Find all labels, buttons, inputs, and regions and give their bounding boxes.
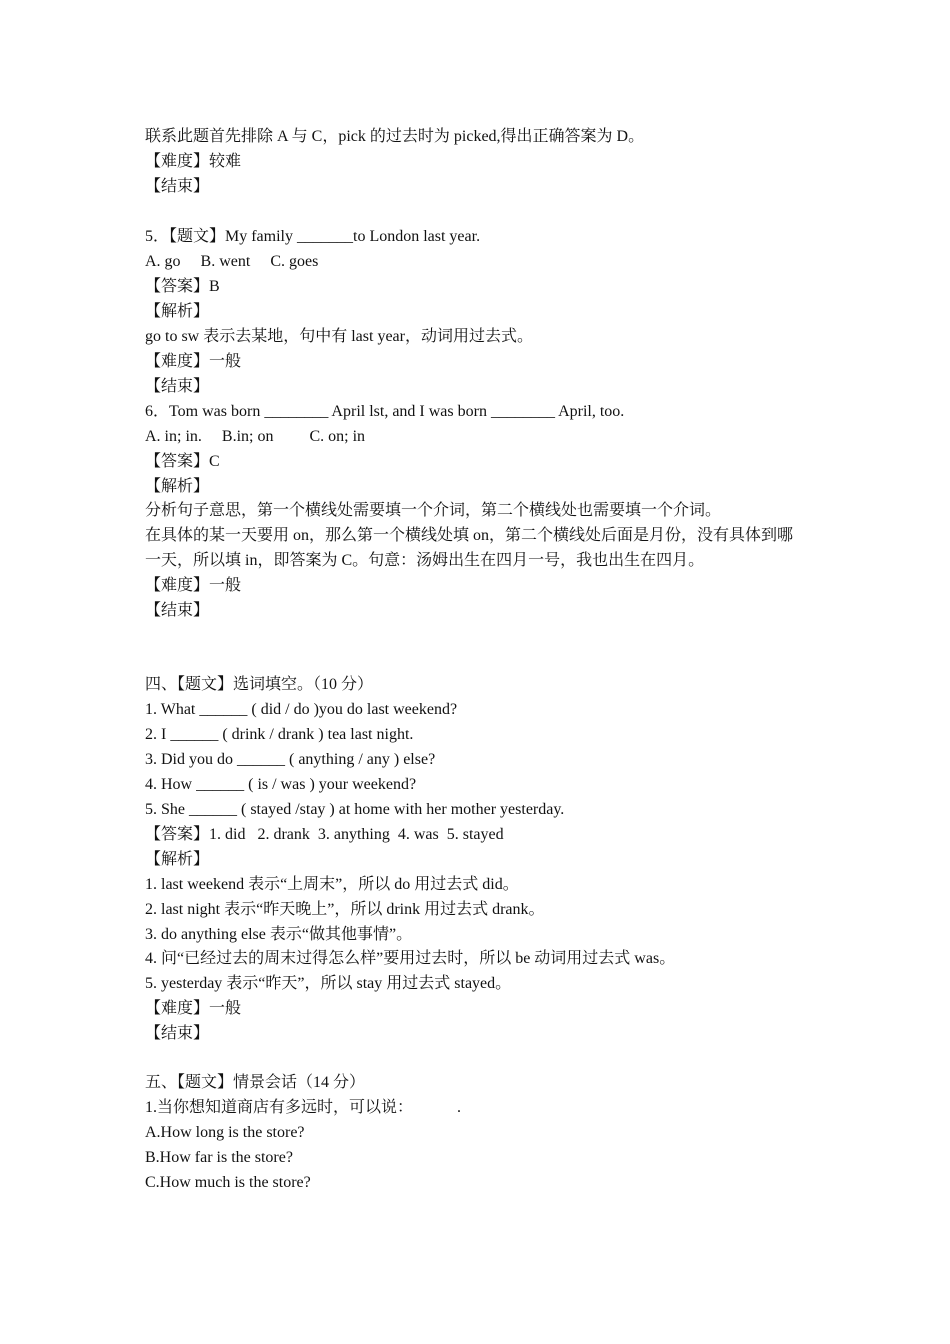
option-c: C.How much is the store? (145, 1174, 311, 1191)
section-5-heading: 五、【题文】情景会话（14 分） (145, 1074, 366, 1091)
analysis-text: 联系此题首先排除 A 与 C，pick 的过去时为 picked,得出正确答案为 D。 (145, 128, 645, 145)
analysis-text: go to sw 表示去某地，句中有 last year，动词用过去式。 (145, 328, 533, 345)
end-marker: 【结束】 (145, 178, 210, 195)
analysis-text: 分析句子意思，第一个横线处需要填一个介词，第二个横线处也需要填一个介词。 (145, 502, 722, 519)
analysis-text: 在具体的某一天要用 on，那么第一个横线处填 on，第二个横线处后面是月份，没有具体到哪 (145, 527, 794, 544)
answer-label: 【答案】C (145, 453, 220, 470)
section-4-heading: 四、【题文】选词填空。（10 分） (145, 676, 374, 693)
end-marker: 【结束】 (145, 602, 210, 619)
analysis-label: 【解析】 (145, 478, 210, 495)
dialogue-question: 1.当你想知道商店有多远时，可以说： . (145, 1099, 462, 1116)
analysis-item: 5. yesterday 表示“昨天”，所以 stay 用过去式 stayed。 (145, 975, 512, 992)
fill-in-item: 2. I ______ ( drink / drank ) tea last night. (145, 726, 414, 743)
option-b: B.How far is the store? (145, 1149, 293, 1166)
question-5-options: A. go B. went C. goes (145, 253, 319, 270)
fill-in-item: 1. What ______ ( did / do )you do last weekend? (145, 701, 458, 718)
difficulty-label: 【难度】一般 (145, 1000, 242, 1017)
question-5-text: 5．【题文】My family _______to London last year. (145, 228, 481, 245)
option-a: A.How long is the store? (145, 1124, 305, 1141)
analysis-item: 1. last weekend 表示“上周末”，所以 do 用过去式 did。 (145, 876, 519, 893)
end-marker: 【结束】 (145, 378, 210, 395)
question-6-options: A. in; in. B.in; on C. on; in (145, 428, 366, 445)
analysis-label: 【解析】 (145, 851, 210, 868)
difficulty-label: 【难度】较难 (145, 153, 242, 170)
difficulty-label: 【难度】一般 (145, 577, 242, 594)
fill-in-item: 5. She ______ ( stayed /stay ) at home with her mother yesterday. (145, 801, 565, 818)
answer-label: 【答案】1. did 2. drank 3. anything 4. was 5. stayed (145, 826, 504, 843)
fill-in-item: 3. Did you do ______ ( anything / any ) else? (145, 751, 436, 768)
end-marker: 【结束】 (145, 1025, 210, 1042)
difficulty-label: 【难度】一般 (145, 353, 242, 370)
analysis-text: 一天，所以填 in，即答案为 C。句意：汤姆出生在四月一号，我也出生在四月。 (145, 552, 705, 569)
analysis-item: 2. last night 表示“昨天晚上”，所以 drink 用过去式 drank。 (145, 901, 545, 918)
question-6-text: 6．Tom was born ________ April lst, and I was born ________ April, too. (145, 403, 625, 420)
fill-in-item: 4. How ______ ( is / was ) your weekend? (145, 776, 417, 793)
analysis-item: 3. do anything else 表示“做其他事情”。 (145, 926, 413, 943)
analysis-item: 4. 问“已经过去的周末过得怎么样”要用过去时，所以 be 动词用过去式 was。 (145, 950, 676, 967)
analysis-label: 【解析】 (145, 303, 210, 320)
answer-label: 【答案】B (145, 278, 220, 295)
